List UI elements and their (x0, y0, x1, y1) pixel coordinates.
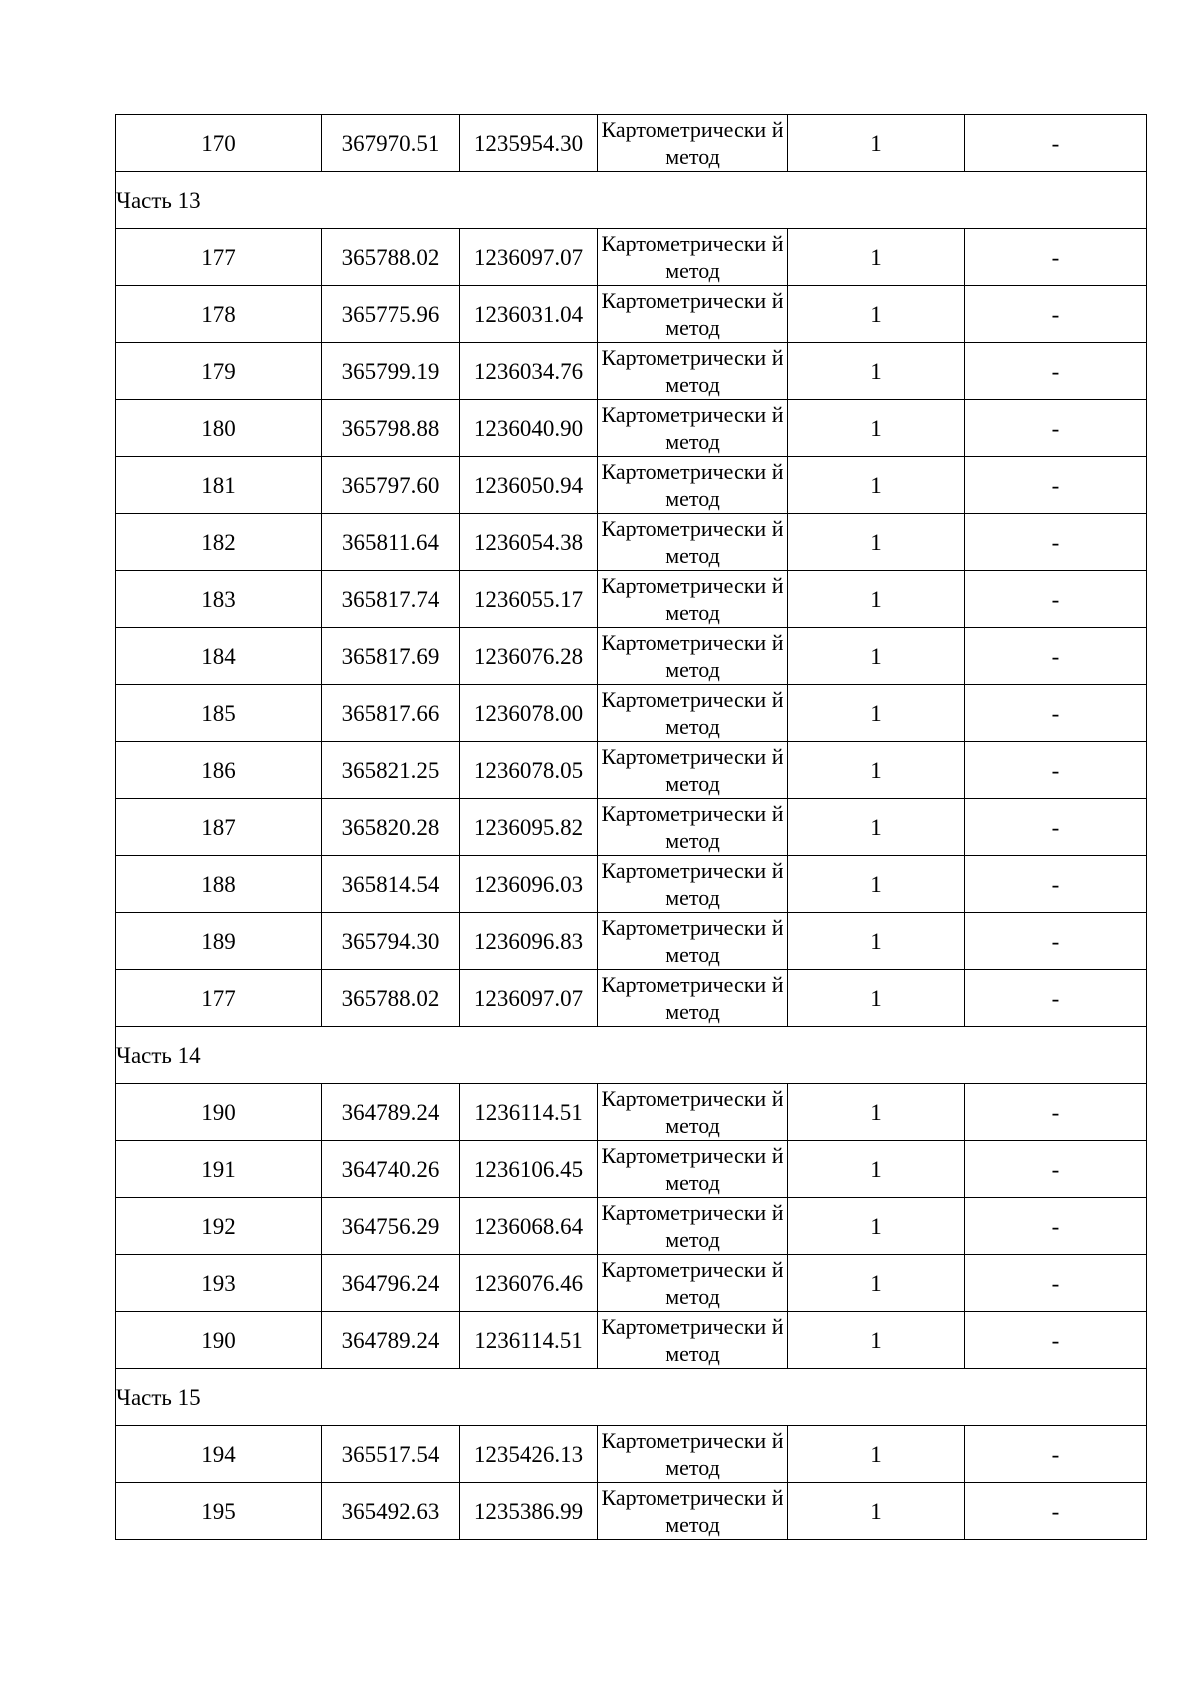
point-number-cell: 195 (116, 1483, 322, 1540)
accuracy-cell: 1 (788, 1483, 965, 1540)
table-row (116, 229, 1147, 286)
table-row (116, 514, 1147, 571)
accuracy-cell: 1 (788, 970, 965, 1027)
x-coordinate-cell: 365817.74 (322, 571, 460, 628)
method-cell: Картометрически й метод (598, 628, 788, 685)
description-cell: - (965, 1141, 1147, 1198)
table-row (116, 571, 1147, 628)
table-row (116, 1426, 1147, 1483)
point-number-cell: 180 (116, 400, 322, 457)
section-label: Часть 13 (116, 172, 1147, 229)
y-coordinate-cell: 1236095.82 (460, 799, 598, 856)
table-row (116, 1312, 1147, 1369)
accuracy-cell: 1 (788, 742, 965, 799)
accuracy-cell: 1 (788, 628, 965, 685)
accuracy-cell: 1 (788, 115, 965, 172)
x-coordinate-cell: 365814.54 (322, 856, 460, 913)
method-cell: Картометрически й метод (598, 457, 788, 514)
x-coordinate-cell: 365817.66 (322, 685, 460, 742)
description-cell: - (965, 229, 1147, 286)
point-number-cell: 182 (116, 514, 322, 571)
point-number-cell: 194 (116, 1426, 322, 1483)
y-coordinate-cell: 1235426.13 (460, 1426, 598, 1483)
method-cell: Картометрически й метод (598, 571, 788, 628)
accuracy-cell: 1 (788, 286, 965, 343)
table-row (116, 457, 1147, 514)
y-coordinate-cell: 1236114.51 (460, 1084, 598, 1141)
accuracy-cell: 1 (788, 229, 965, 286)
description-cell: - (965, 115, 1147, 172)
point-number-cell: 186 (116, 742, 322, 799)
y-coordinate-cell: 1236031.04 (460, 286, 598, 343)
accuracy-cell: 1 (788, 799, 965, 856)
point-number-cell: 188 (116, 856, 322, 913)
x-coordinate-cell: 365788.02 (322, 229, 460, 286)
accuracy-cell: 1 (788, 856, 965, 913)
point-number-cell: 177 (116, 229, 322, 286)
y-coordinate-cell: 1236076.28 (460, 628, 598, 685)
section-row (116, 172, 1147, 229)
y-coordinate-cell: 1236114.51 (460, 1312, 598, 1369)
x-coordinate-cell: 364740.26 (322, 1141, 460, 1198)
point-number-cell: 190 (116, 1312, 322, 1369)
description-cell: - (965, 1255, 1147, 1312)
coordinates-table (115, 114, 1147, 1540)
x-coordinate-cell: 365799.19 (322, 343, 460, 400)
table-row (116, 286, 1147, 343)
coordinates-table-body (116, 115, 1147, 1540)
table-row (116, 685, 1147, 742)
description-cell: - (965, 742, 1147, 799)
description-cell: - (965, 970, 1147, 1027)
x-coordinate-cell: 364796.24 (322, 1255, 460, 1312)
method-cell: Картометрически й метод (598, 343, 788, 400)
point-number-cell: 179 (116, 343, 322, 400)
x-coordinate-cell: 365517.54 (322, 1426, 460, 1483)
method-cell: Картометрически й метод (598, 1084, 788, 1141)
y-coordinate-cell: 1236078.05 (460, 742, 598, 799)
method-cell: Картометрически й метод (598, 400, 788, 457)
x-coordinate-cell: 365817.69 (322, 628, 460, 685)
description-cell: - (965, 1426, 1147, 1483)
accuracy-cell: 1 (788, 1312, 965, 1369)
y-coordinate-cell: 1236097.07 (460, 229, 598, 286)
method-cell: Картометрически й метод (598, 1426, 788, 1483)
method-cell: Картометрически й метод (598, 229, 788, 286)
table-row (116, 1141, 1147, 1198)
description-cell: - (965, 913, 1147, 970)
x-coordinate-cell: 367970.51 (322, 115, 460, 172)
accuracy-cell: 1 (788, 913, 965, 970)
description-cell: - (965, 400, 1147, 457)
accuracy-cell: 1 (788, 1084, 965, 1141)
accuracy-cell: 1 (788, 400, 965, 457)
y-coordinate-cell: 1236078.00 (460, 685, 598, 742)
x-coordinate-cell: 365798.88 (322, 400, 460, 457)
accuracy-cell: 1 (788, 1255, 965, 1312)
description-cell: - (965, 685, 1147, 742)
table-row (116, 343, 1147, 400)
method-cell: Картометрически й метод (598, 1141, 788, 1198)
accuracy-cell: 1 (788, 1426, 965, 1483)
table-row (116, 1483, 1147, 1540)
point-number-cell: 181 (116, 457, 322, 514)
y-coordinate-cell: 1235954.30 (460, 115, 598, 172)
method-cell: Картометрически й метод (598, 799, 788, 856)
accuracy-cell: 1 (788, 571, 965, 628)
x-coordinate-cell: 364756.29 (322, 1198, 460, 1255)
accuracy-cell: 1 (788, 685, 965, 742)
point-number-cell: 192 (116, 1198, 322, 1255)
table-row (116, 1084, 1147, 1141)
point-number-cell: 170 (116, 115, 322, 172)
description-cell: - (965, 457, 1147, 514)
method-cell: Картометрически й метод (598, 1483, 788, 1540)
method-cell: Картометрически й метод (598, 970, 788, 1027)
x-coordinate-cell: 365492.63 (322, 1483, 460, 1540)
x-coordinate-cell: 365820.28 (322, 799, 460, 856)
point-number-cell: 189 (116, 913, 322, 970)
y-coordinate-cell: 1236055.17 (460, 571, 598, 628)
accuracy-cell: 1 (788, 514, 965, 571)
table-row (116, 115, 1147, 172)
accuracy-cell: 1 (788, 1198, 965, 1255)
point-number-cell: 177 (116, 970, 322, 1027)
table-row (116, 1198, 1147, 1255)
point-number-cell: 193 (116, 1255, 322, 1312)
y-coordinate-cell: 1236076.46 (460, 1255, 598, 1312)
x-coordinate-cell: 365775.96 (322, 286, 460, 343)
method-cell: Картометрически й метод (598, 913, 788, 970)
x-coordinate-cell: 365794.30 (322, 913, 460, 970)
y-coordinate-cell: 1236034.76 (460, 343, 598, 400)
method-cell: Картометрически й метод (598, 856, 788, 913)
description-cell: - (965, 514, 1147, 571)
section-row (116, 1027, 1147, 1084)
description-cell: - (965, 286, 1147, 343)
point-number-cell: 190 (116, 1084, 322, 1141)
x-coordinate-cell: 365811.64 (322, 514, 460, 571)
table-row (116, 742, 1147, 799)
y-coordinate-cell: 1236050.94 (460, 457, 598, 514)
table-row (116, 628, 1147, 685)
table-row (116, 1255, 1147, 1312)
point-number-cell: 187 (116, 799, 322, 856)
method-cell: Картометрически й метод (598, 1312, 788, 1369)
point-number-cell: 183 (116, 571, 322, 628)
method-cell: Картометрически й метод (598, 685, 788, 742)
y-coordinate-cell: 1236096.83 (460, 913, 598, 970)
y-coordinate-cell: 1236106.45 (460, 1141, 598, 1198)
x-coordinate-cell: 365788.02 (322, 970, 460, 1027)
point-number-cell: 178 (116, 286, 322, 343)
section-label: Часть 15 (116, 1369, 1147, 1426)
table-row (116, 970, 1147, 1027)
description-cell: - (965, 628, 1147, 685)
y-coordinate-cell: 1235386.99 (460, 1483, 598, 1540)
section-row (116, 1369, 1147, 1426)
method-cell: Картометрически й метод (598, 1198, 788, 1255)
y-coordinate-cell: 1236040.90 (460, 400, 598, 457)
x-coordinate-cell: 365821.25 (322, 742, 460, 799)
x-coordinate-cell: 364789.24 (322, 1084, 460, 1141)
description-cell: - (965, 1084, 1147, 1141)
y-coordinate-cell: 1236068.64 (460, 1198, 598, 1255)
accuracy-cell: 1 (788, 343, 965, 400)
y-coordinate-cell: 1236054.38 (460, 514, 598, 571)
method-cell: Картометрически й метод (598, 514, 788, 571)
description-cell: - (965, 1312, 1147, 1369)
method-cell: Картометрически й метод (598, 286, 788, 343)
method-cell: Картометрически й метод (598, 1255, 788, 1312)
accuracy-cell: 1 (788, 457, 965, 514)
point-number-cell: 191 (116, 1141, 322, 1198)
x-coordinate-cell: 365797.60 (322, 457, 460, 514)
method-cell: Картометрически й метод (598, 742, 788, 799)
table-row (116, 913, 1147, 970)
y-coordinate-cell: 1236097.07 (460, 970, 598, 1027)
point-number-cell: 185 (116, 685, 322, 742)
accuracy-cell: 1 (788, 1141, 965, 1198)
method-cell: Картометрически й метод (598, 115, 788, 172)
description-cell: - (965, 856, 1147, 913)
point-number-cell: 184 (116, 628, 322, 685)
x-coordinate-cell: 364789.24 (322, 1312, 460, 1369)
table-row (116, 400, 1147, 457)
description-cell: - (965, 1198, 1147, 1255)
section-label: Часть 14 (116, 1027, 1147, 1084)
table-row (116, 856, 1147, 913)
description-cell: - (965, 799, 1147, 856)
table-row (116, 799, 1147, 856)
description-cell: - (965, 1483, 1147, 1540)
description-cell: - (965, 571, 1147, 628)
y-coordinate-cell: 1236096.03 (460, 856, 598, 913)
description-cell: - (965, 343, 1147, 400)
